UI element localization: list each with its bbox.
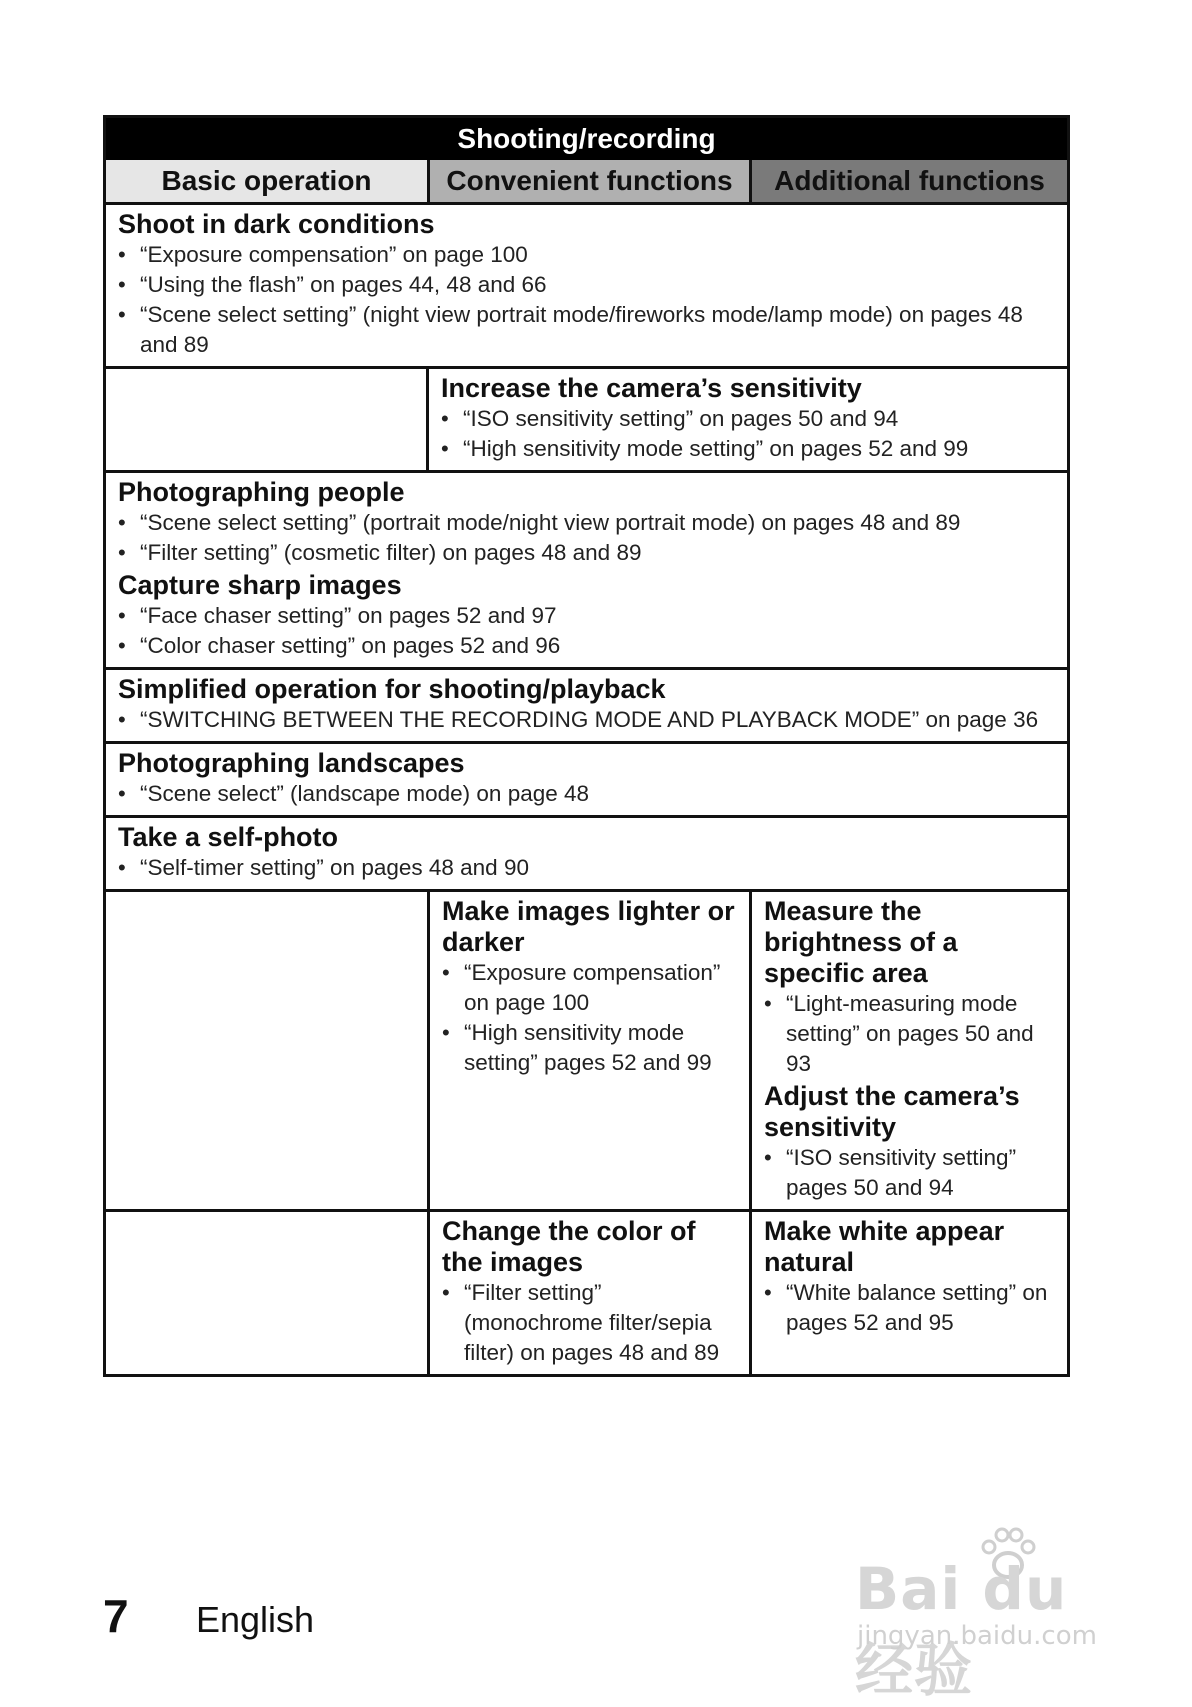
bullet-list: [118, 508, 1057, 568]
header-convenient-functions: Convenient functions: [427, 160, 749, 202]
bullet-list: [118, 779, 1057, 809]
section-title: Shoot in dark conditions: [118, 209, 435, 239]
watermark: [855, 1525, 1135, 1704]
section-landscapes: [106, 744, 1067, 815]
bullet-list: [442, 958, 739, 1078]
section-title: Take a self-photo: [118, 822, 339, 852]
watermark-url: jingyan.baidu.com: [857, 1621, 1097, 1651]
bullet-list: [441, 404, 1057, 464]
bullet-list: [764, 1278, 1057, 1338]
list-item: • “High sensitivity mode setting” pages 52 and 99: [442, 1018, 739, 1078]
list-item: • “SWITCHING BETWEEN THE RECORDING MODE AND PLAYBACK MODE” on page 36: [118, 705, 1057, 735]
section-dark: [106, 205, 1067, 366]
table-row: [106, 667, 1067, 741]
bullet-list: [118, 853, 1057, 883]
section-sensitivity: [426, 369, 1067, 470]
list-item: • “Exposure compensation” on page 100: [118, 240, 1057, 270]
feature-table: [103, 115, 1070, 1377]
watermark-logo: Bai du 经验: [855, 1555, 1068, 1704]
list-item: • “Self-timer setting” on pages 48 and 90: [118, 853, 1057, 883]
section-title: Photographing landscapes: [118, 748, 465, 778]
section-white: [749, 1212, 1067, 1374]
list-item: • “Scene select setting” (night view portrait mode/fireworks mode/lamp mode) on pages 48 and 89: [118, 300, 1057, 360]
list-item: • “Face chaser setting” on pages 52 and 97: [118, 601, 1057, 631]
list-item: • “High sensitivity mode setting” on pages 52 and 99: [441, 434, 1057, 464]
section-color: [427, 1212, 749, 1374]
bullet-list: [764, 1143, 1057, 1203]
table-row: [106, 815, 1067, 889]
section-lighter: [427, 892, 749, 1209]
bullet-list: [118, 601, 1057, 661]
table-row: [106, 1209, 1067, 1374]
section-title: Adjust the camera’s sensitivity: [764, 1081, 1020, 1142]
empty-cell: [106, 369, 426, 470]
section-title: Change the color of the images: [442, 1216, 696, 1277]
page-number: 7: [103, 1590, 129, 1642]
section-title: Measure the brightness of a specific area: [764, 896, 958, 988]
section-measure: [749, 892, 1067, 1209]
list-item: • “Using the flash” on pages 44, 48 and 66: [118, 270, 1057, 300]
header-additional-functions: Additional functions: [749, 160, 1067, 202]
column-headers: [106, 160, 1067, 205]
table-row: [106, 366, 1067, 470]
list-item: • “Light-measuring mode setting” on pages 50 and 93: [764, 989, 1057, 1079]
table-row: [106, 741, 1067, 815]
header-basic-operation: Basic operation: [106, 160, 427, 202]
section-people: [106, 473, 1067, 667]
section-selfphoto: [106, 818, 1067, 889]
section-title: Simplified operation for shooting/playback: [118, 674, 666, 704]
section-title: Capture sharp images: [118, 570, 402, 600]
table-title: Shooting/recording: [106, 118, 1067, 160]
bullet-list: [118, 240, 1057, 360]
list-item: • “Exposure compensation” on page 100: [442, 958, 739, 1018]
list-item: • “ISO sensitivity setting” pages 50 and 94: [764, 1143, 1057, 1203]
list-item: • “Filter setting” (monochrome filter/sepia filter) on pages 48 and 89: [442, 1278, 739, 1368]
empty-cell: [106, 1212, 427, 1374]
section-title: Increase the camera’s sensitivity: [441, 373, 862, 403]
table-row: [106, 889, 1067, 1209]
section-title: Make images lighter or darker: [442, 896, 735, 957]
bullet-list: [442, 1278, 739, 1368]
table-row: [106, 470, 1067, 667]
bullet-list: [118, 705, 1057, 735]
empty-cell: [106, 892, 427, 1209]
table-row: [106, 205, 1067, 366]
bullet-list: [764, 989, 1057, 1079]
list-item: • “Filter setting” (cosmetic filter) on pages 48 and 89: [118, 538, 1057, 568]
list-item: • “ISO sensitivity setting” on pages 50 and 94: [441, 404, 1057, 434]
page-language: English: [196, 1599, 315, 1640]
list-item: • “Scene select” (landscape mode) on page 48: [118, 779, 1057, 809]
section-simplified: [106, 670, 1067, 741]
list-item: • “Scene select setting” (portrait mode/night view portrait mode) on pages 48 and 89: [118, 508, 1057, 538]
section-title: Make white appear natural: [764, 1216, 1005, 1277]
list-item: • “Color chaser setting” on pages 52 and 96: [118, 631, 1057, 661]
list-item: • “White balance setting” on pages 52 and 95: [764, 1278, 1057, 1338]
section-title: Photographing people: [118, 477, 405, 507]
